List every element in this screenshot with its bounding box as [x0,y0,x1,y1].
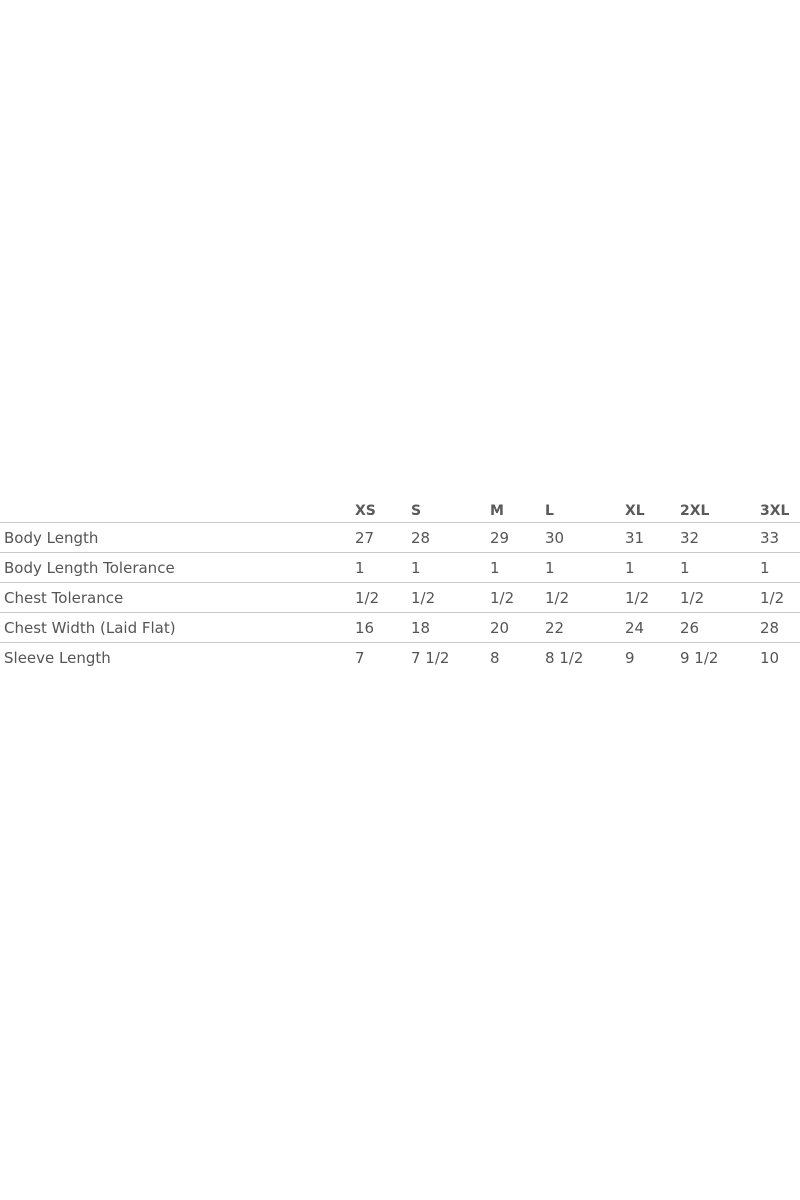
row-label: Body Length Tolerance [4,559,175,577]
table-cell: 1 [411,559,421,577]
size-header-m: M [490,503,504,519]
row-label: Sleeve Length [4,649,111,667]
size-header-2xl: 2XL [680,503,710,519]
table-cell: 1 [760,559,770,577]
table-cell: 26 [680,619,700,637]
table-cell: 20 [490,619,510,637]
table-cell: 1 [490,559,500,577]
size-header-l: L [545,503,554,519]
size-header-xs: XS [355,503,376,519]
table-cell: 9 [625,649,635,667]
table-cell: 1/2 [625,589,650,607]
table-cell: 7 1/2 [411,649,450,667]
table-cell: 24 [625,619,645,637]
table-cell: 1 [680,559,690,577]
size-header-row [0,497,800,523]
table-cell: 30 [545,529,565,547]
table-cell: 8 1/2 [545,649,584,667]
table-cell: 28 [760,619,780,637]
table-cell: 1/2 [545,589,570,607]
table-row-chest-width [0,613,800,643]
table-cell: 1 [545,559,555,577]
table-cell: 18 [411,619,431,637]
table-cell: 1/2 [680,589,705,607]
table-cell: 32 [680,529,700,547]
table-row-chest-tolerance [0,583,800,613]
table-cell: 28 [411,529,431,547]
table-cell: 1/2 [490,589,515,607]
table-cell: 22 [545,619,565,637]
row-label: Chest Tolerance [4,589,124,607]
table-cell: 27 [355,529,375,547]
table-cell: 29 [490,529,510,547]
table-cell: 1/2 [355,589,380,607]
table-cell: 1 [625,559,635,577]
table-cell: 1 [355,559,365,577]
table-cell: 10 [760,649,780,667]
row-label: Chest Width (Laid Flat) [4,619,176,637]
table-cell: 7 [355,649,365,667]
table-row-body-length [0,523,800,553]
table-cell: 1/2 [411,589,436,607]
table-cell: 9 1/2 [680,649,719,667]
table-cell: 31 [625,529,645,547]
table-cell: 33 [760,529,780,547]
table-row-body-length-tolerance [0,553,800,583]
table-cell: 16 [355,619,375,637]
table-cell: 8 [490,649,500,667]
size-header-xl: XL [625,503,645,519]
size-header-3xl: 3XL [760,503,790,519]
size-chart-table [0,497,800,672]
table-row-sleeve-length [0,643,800,672]
size-header-s: S [411,503,422,519]
table-cell: 1/2 [760,589,785,607]
row-label: Body Length [4,529,99,547]
